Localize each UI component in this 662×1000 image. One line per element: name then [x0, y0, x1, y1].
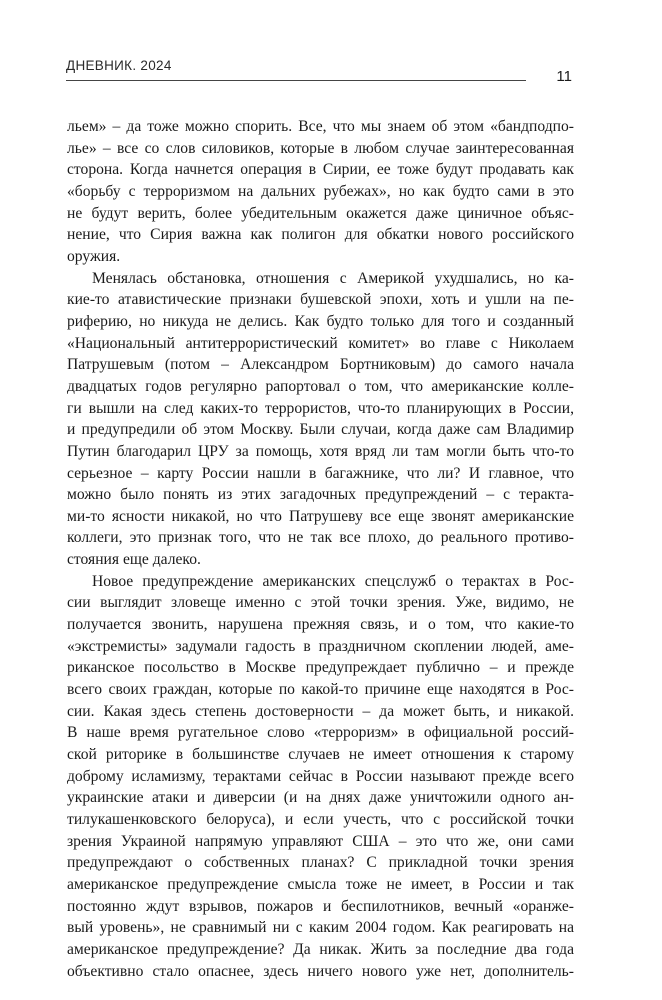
text-line: коллеги, это признак того, что не так все плохо, до реального противо-: [67, 529, 574, 547]
text-line: серьезное – карту России нашли в багажнике, что ли? И главное, что: [67, 464, 574, 482]
text-line: зрения Украиной напрямую управляют США – это что же, они сами: [67, 832, 574, 850]
running-title: ДНЕВНИК. 2024: [66, 58, 172, 73]
text-line: кие-то атавистические признаки бушевской эпохи, хоть и ушли на пе-: [67, 291, 574, 309]
text-line: всего своих граждан, которые по какой-то причине еще находятся в Рос-: [67, 681, 574, 699]
text-line: стояния еще далеко.: [67, 551, 201, 569]
text-line: ской риторике в большинстве случаев не имеет отношения к старому: [67, 746, 574, 764]
paragraph: [67, 571, 574, 982]
text-line: оружия.: [67, 247, 121, 265]
text-line: В наше время ругательное слово «терроризм» в официальной россий-: [67, 724, 574, 742]
page-number: 11: [556, 68, 572, 85]
text-line: американское предупреждение? Да никак. Жить за последние два года: [67, 940, 574, 958]
text-line: не будут верить, более убедительным окажется даже циничное объяс-: [67, 204, 574, 222]
text-line: предупреждают о собственных планах? С прикладной точки зрения: [67, 854, 574, 872]
text-line: получается звонить, нарушена прежняя связь, и о том, что какие-то: [67, 616, 574, 634]
text-line: объективно стало опаснее, здесь ничего нового уже нет, дополнитель-: [67, 962, 574, 980]
text-line: «Национальный антитеррористический комитет» во главе с Николаем: [67, 334, 574, 352]
paragraph: [67, 268, 574, 571]
text-line: сии выглядит зловеще именно с этой точки зрения. Уже, видимо, не: [67, 594, 574, 612]
text-line: двадцатых годов регулярно рапортовал о том, что американские колле-: [67, 377, 574, 395]
text-line: украинские атаки и диверсии (и на днях даже уничтожили одного ан-: [67, 789, 574, 807]
text-line: льем» – да тоже можно спорить. Все, что мы знаем об этом «бандподпо-: [67, 118, 574, 135]
text-line: риферию, но никуда не делись. Как будто только для того и созданный: [67, 312, 574, 330]
text-line: Новое предупреждение американских спецслужб о терактах в Рос-: [92, 572, 574, 590]
text-line: Менялась обстановка, отношения с Америкой ухудшались, но ка-: [92, 269, 574, 287]
body-text: [67, 116, 574, 982]
text-line: постоянно ждут взрывов, пожаров и беспилотников, вечный «оранже-: [67, 897, 574, 915]
text-line: сии. Какая здесь степень достоверности – да может быть, и никакой.: [67, 702, 574, 720]
text-line: сторона. Когда начнется операция в Сирии, ее тоже будут продавать как: [67, 161, 574, 179]
text-line: лье» – все со слов силовиков, которые в любом случае заинтересованная: [67, 139, 574, 157]
text-line: риканское посольство в Москве предупреждает публично – и прежде: [67, 659, 574, 677]
paragraph: [67, 116, 574, 268]
text-line: вый уровень», не сравнимый ни с каким 2004 годом. Как реагировать на: [67, 919, 574, 937]
text-line: можно было понять из этих загадочных предупреждений – с теракта-: [67, 486, 574, 504]
text-line: доброму исламизму, терактами сейчас в России называют прежде всего: [67, 767, 574, 785]
text-line: Путин благодарил ЦРУ за помощь, хотя вряд ли там могли быть что-то: [67, 442, 574, 460]
text-line: американское предупреждение смысла тоже не имеет, в России и так: [67, 875, 574, 893]
text-line: «борьбу с терроризмом на дальних рубежах», но как будто сами в это: [67, 182, 574, 200]
text-line: и предупредили об этом Москву. Были случаи, когда даже сам Владимир: [67, 421, 574, 439]
text-line: Патрушевым (потом – Александром Бортниковым) до самого начала: [67, 356, 574, 374]
text-line: нение, что Сирия важна как полигон для обкатки нового российского: [67, 226, 574, 244]
text-line: ги вышли на след каких-то террористов, что-то планирующих в России,: [67, 399, 574, 417]
text-line: ми-то ясности никакой, но что Патрушеву все еще звонят американские: [67, 507, 574, 525]
text-line: тилукашенковского белоруса), и если учесть, что с российской точки: [67, 811, 574, 828]
header-rule: [66, 80, 526, 81]
text-line: «экстремисты» задумали гадость в праздничном скоплении людей, аме-: [67, 637, 574, 655]
